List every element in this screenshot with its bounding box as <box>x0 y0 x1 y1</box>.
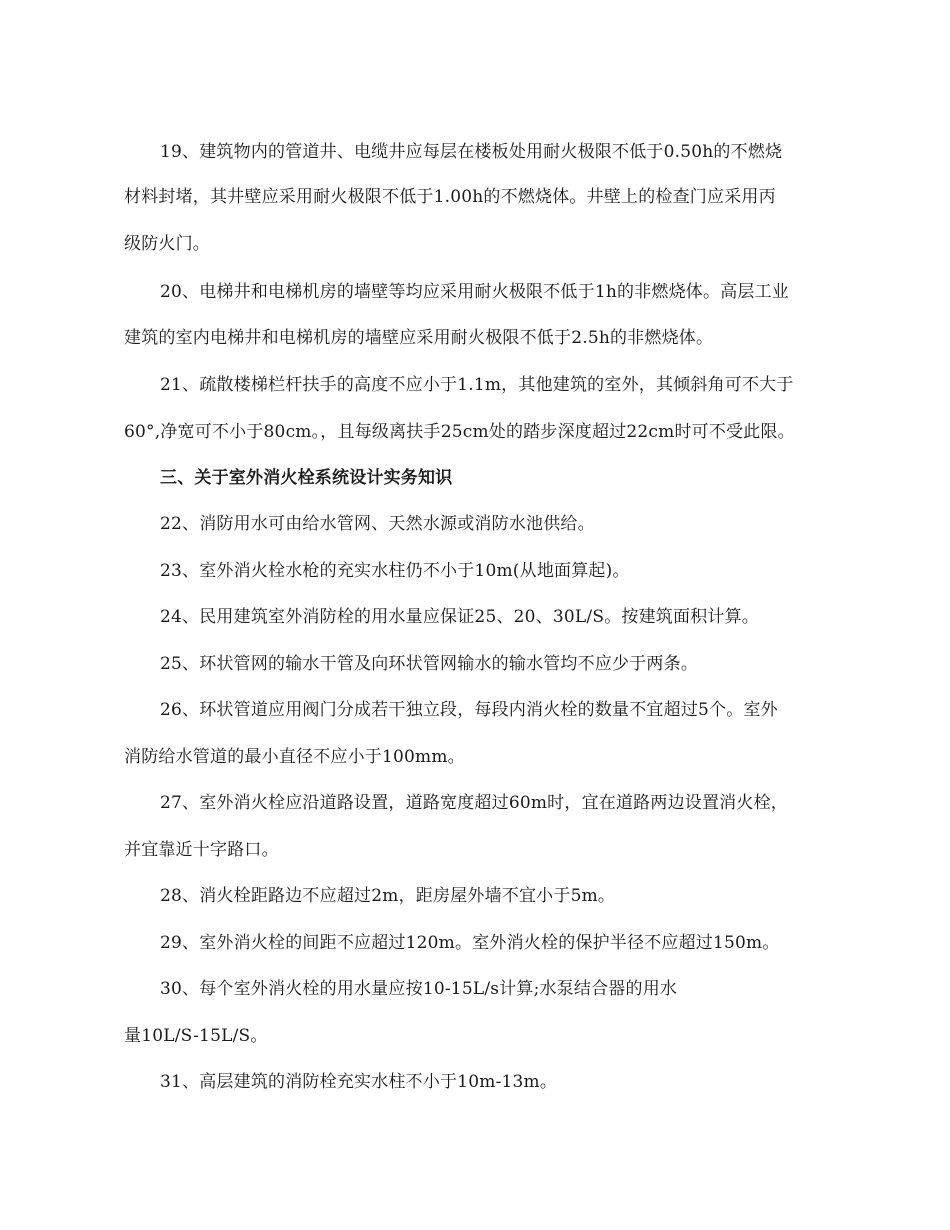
item-27-line-1: 27、室外消火栓应沿道路设置，道路宽度超过60m时，宜在道路两边设置消火栓， <box>160 793 788 813</box>
item-21-line-2: 60°,净宽可不小于80cm。，且每级离扶手25cm处的踏步深度超过22cm时可不受此限。 <box>124 422 795 442</box>
item-20-line-1: 20、电梯井和电梯机房的墙壁等均应采用耐火极限不低于1h的非燃烧体。高层工业 <box>160 282 789 302</box>
item-23: 23、室外消火栓水枪的充实水柱仍不小于10m(从地面算起)。 <box>160 561 630 581</box>
item-30-line-2: 量10L/S-15L/S。 <box>124 1026 268 1046</box>
item-20-line-2: 建筑的室内电梯井和电梯机房的墙壁应采用耐火极限不低于2.5h的非燃烧体。 <box>124 328 714 348</box>
item-21-line-1: 21、疏散楼梯栏杆扶手的高度不应小于1.1m，其他建筑的室外，其倾斜角可不大于 <box>160 375 794 395</box>
item-26-line-2: 消防给水管道的最小直径不应小于100mm。 <box>124 747 465 767</box>
item-28: 28、消火栓距路边不应超过2m，距房屋外墙不宜小于5m。 <box>160 886 616 906</box>
item-30-line-1: 30、每个室外消火栓的用水量应按10-15L/s计算;水泵结合器的用水 <box>160 979 678 999</box>
item-25: 25、环状管网的输水干管及向环状管网输水的输水管均不应少于两条。 <box>160 654 699 674</box>
item-24: 24、民用建筑室外消防栓的用水量应保证25、20、30L/S。按建筑面积计算。 <box>160 607 759 627</box>
item-29: 29、室外消火栓的间距不应超过120m。室外消火栓的保护半径不应超过150m。 <box>160 933 780 953</box>
item-19-line-3: 级防火门。 <box>124 234 210 254</box>
item-22: 22、消防用水可由给水管网、天然水源或消防水池供给。 <box>160 514 595 534</box>
section-heading: 三、关于室外消火栓系统设计实务知识 <box>160 468 453 488</box>
item-27-line-2: 并宜靠近十字路口。 <box>124 840 279 860</box>
item-19-line-2: 材料封堵，其井壁应采用耐火极限不低于1.00h的不燃烧体。井壁上的检查门应采用丙 <box>124 187 776 207</box>
item-26-line-1: 26、环状管道应用阀门分成若干独立段，每段内消火栓的数量不宜超过5个。室外 <box>160 700 778 720</box>
item-31: 31、高层建筑的消防栓充实水柱不小于10m-13m。 <box>160 1072 558 1092</box>
item-19-line-1: 19、建筑物内的管道井、电缆井应每层在楼板处用耐火极限不低于0.50h的不燃烧 <box>160 142 783 162</box>
